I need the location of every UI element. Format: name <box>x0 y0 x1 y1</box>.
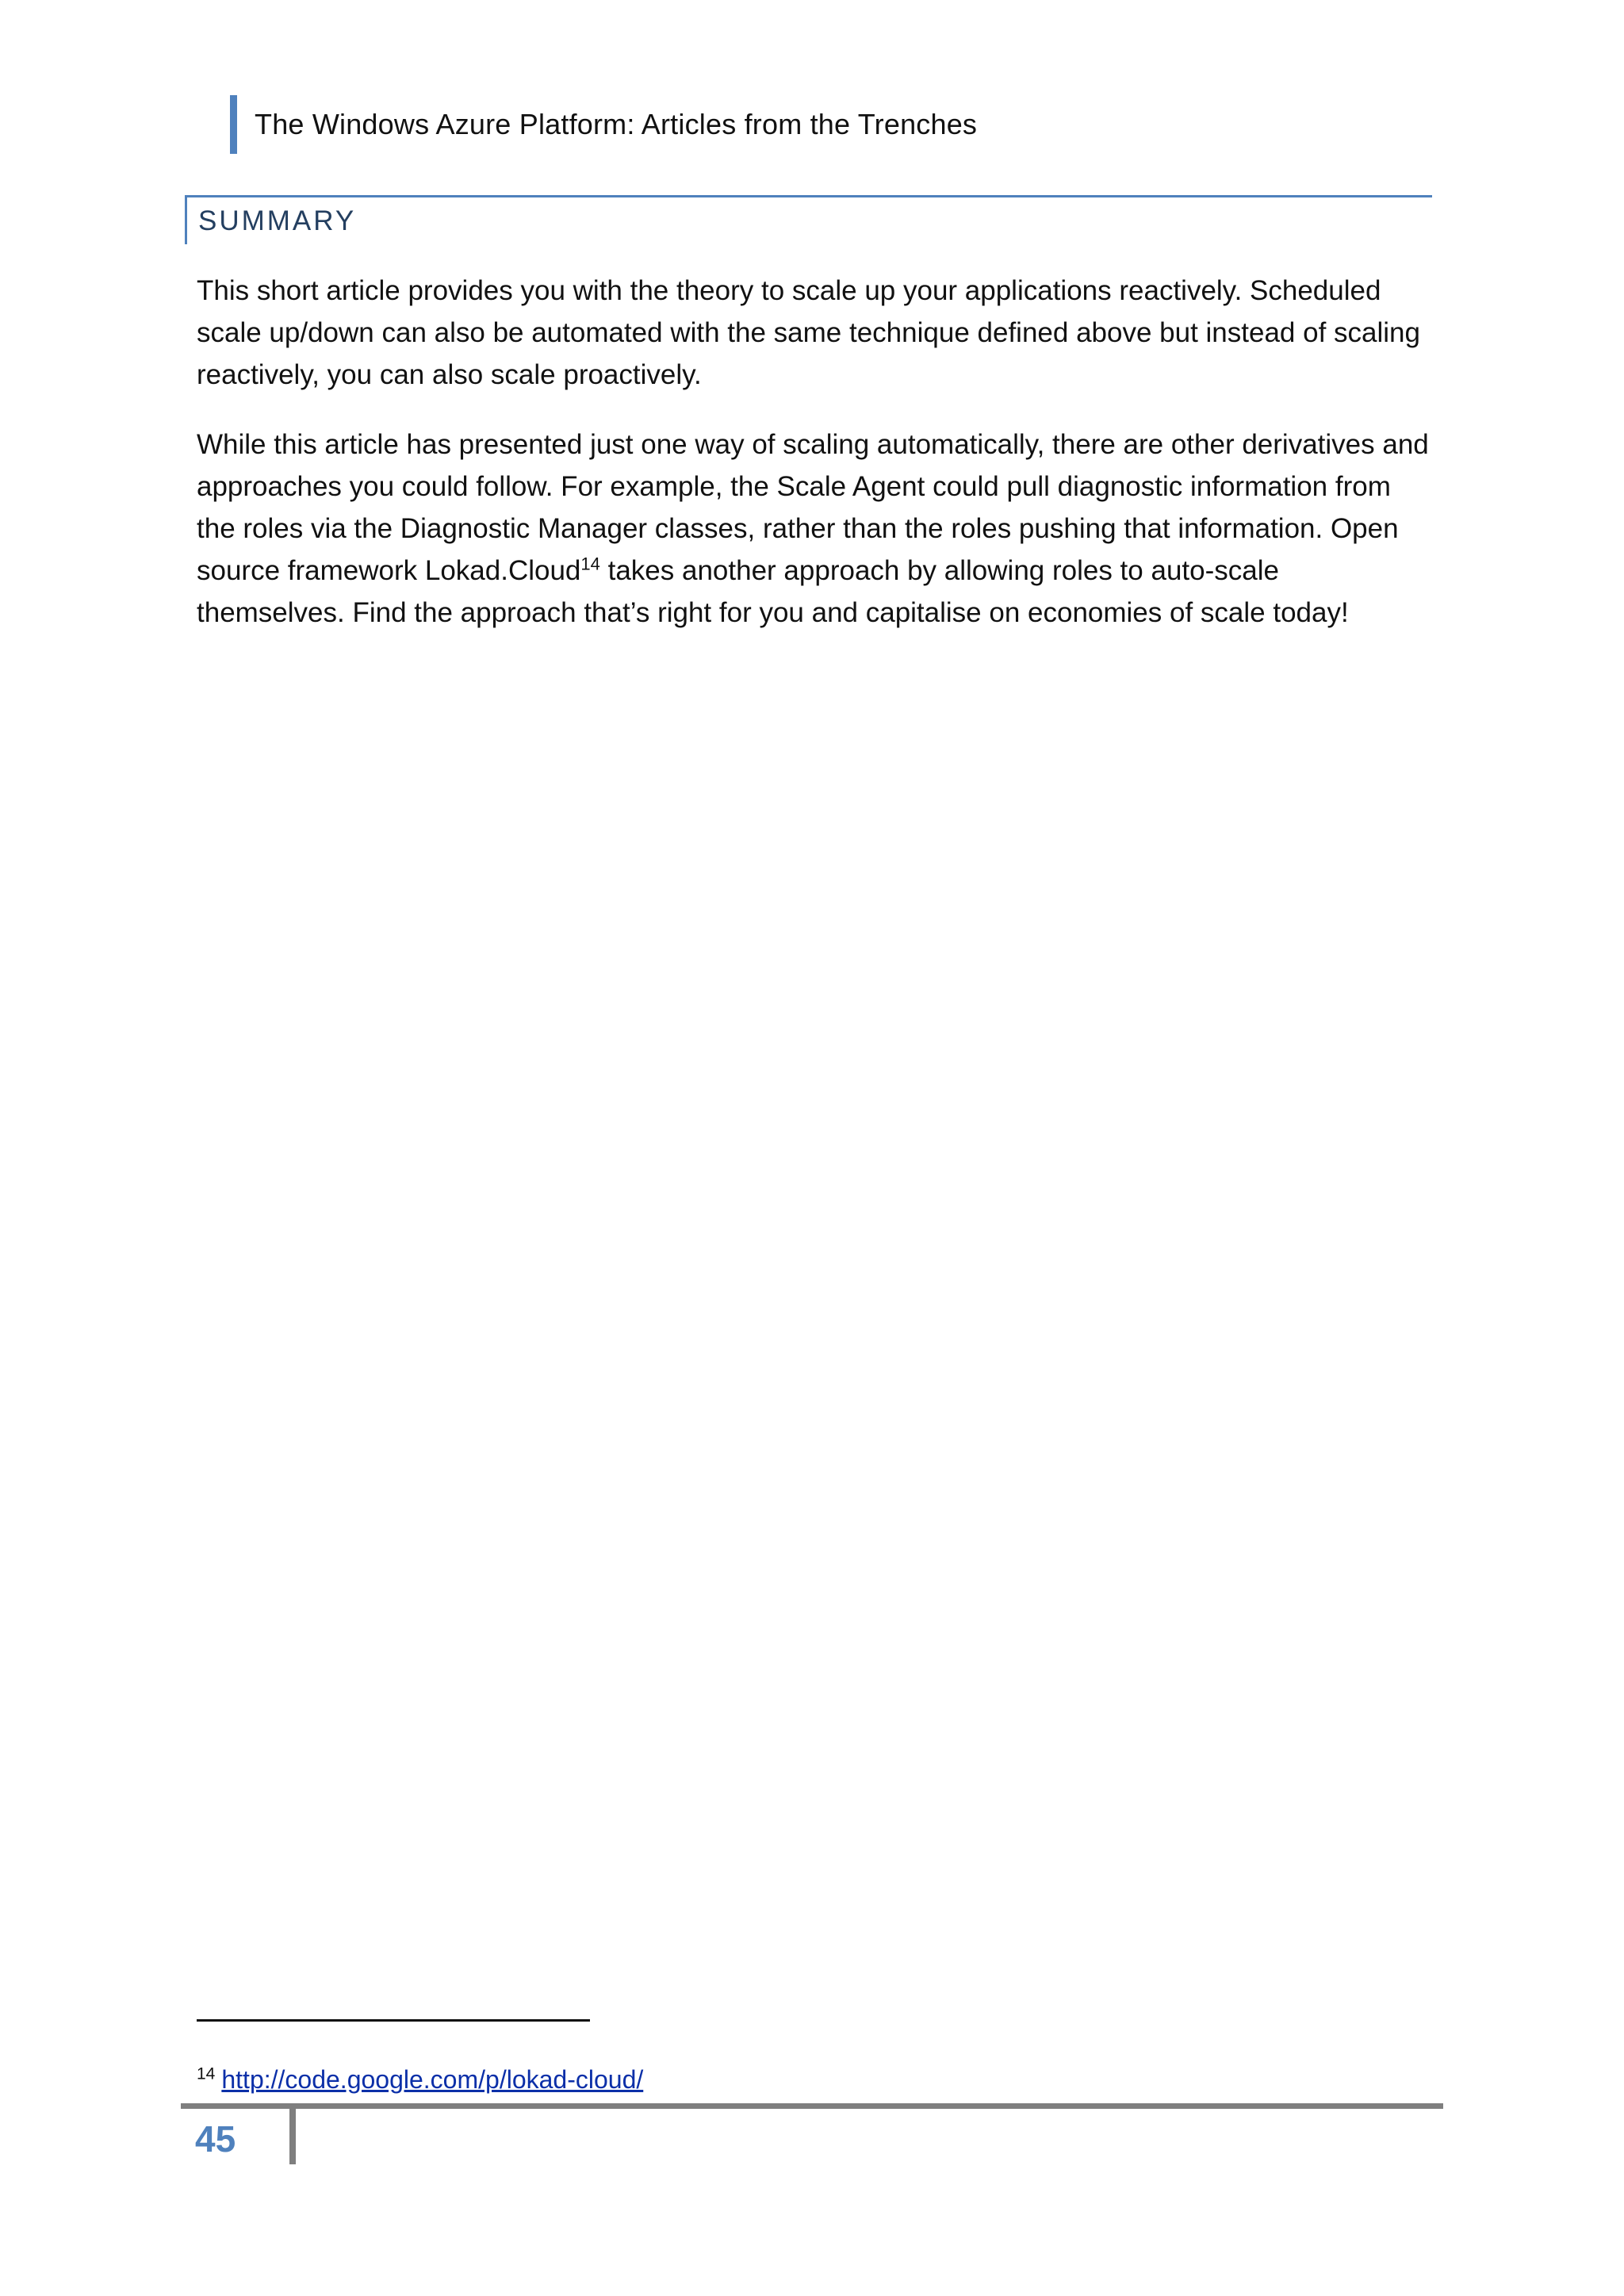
paragraph-1: This short article provides you with the theory to scale up your applications reactively. Scheduled scale up/down can also be automated with the same technique defined above but instead of scaling reactively, you can also scale proactively. <box>197 275 1420 390</box>
footer-divider <box>289 2109 296 2164</box>
footnote <box>197 2062 643 2097</box>
paragraph-2 <box>197 424 1434 634</box>
footnote-reference[interactable]: 14 <box>580 554 600 574</box>
section-heading-title: SUMMARY <box>198 205 357 236</box>
page-number: 45 <box>195 2118 236 2160</box>
section-heading <box>185 195 1432 244</box>
paragraph-2-text-a: While this article has presented just one way of scaling automatically, there are other derivatives and approaches you could follow. For example, the Scale Agent could pull diagnostic information from the roles via the Diagnostic Manager classes, rather than the roles pushing that information. Open source framework Lokad.Cloud <box>197 429 1429 586</box>
running-header <box>230 95 977 154</box>
footer-rule <box>181 2103 1443 2109</box>
footnote-number: 14 <box>197 2064 216 2083</box>
footnote-link[interactable]: http://code.google.com/p/lokad-cloud/ <box>221 2065 644 2094</box>
running-header-title: The Windows Azure Platform: Articles from the Trenches <box>255 108 978 140</box>
paragraph-2-text-b: takes another approach by allowing roles to auto-scale themselves. Find the approach that’s right for you and capitalise on economies of scale today! <box>197 555 1349 628</box>
body-text <box>197 270 1434 661</box>
footnote-separator <box>197 2019 590 2022</box>
